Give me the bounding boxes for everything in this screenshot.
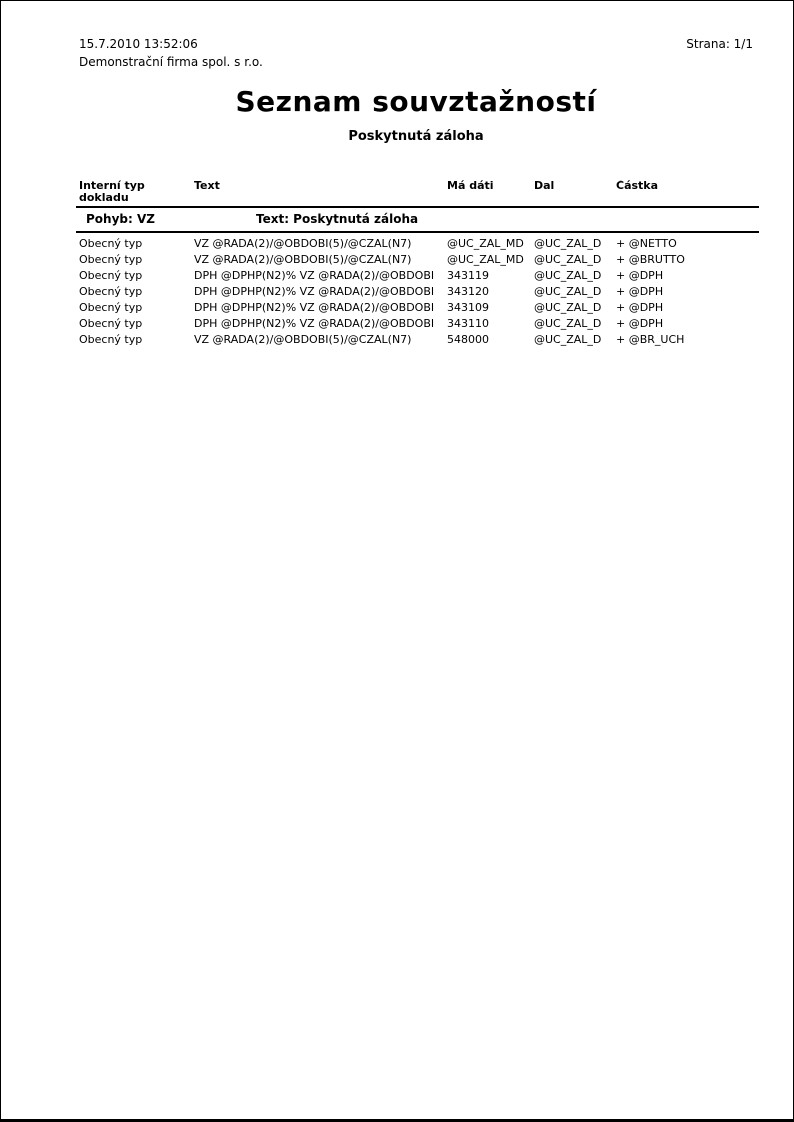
col-header-castka: Částka	[616, 180, 659, 192]
group-row	[76, 208, 759, 233]
page-number: Strana: 1/1	[686, 37, 753, 51]
cell-castka: + @DPH	[616, 269, 664, 282]
cell-text: DPH @DPHP(N2)% VZ @RADA(2)/@OBDOBI	[194, 317, 435, 330]
col-header-internal-type: Interní typ dokladu	[79, 180, 145, 204]
report-subtitle: Poskytnutá záloha	[348, 129, 484, 144]
cell-internal-type: Obecný typ	[79, 237, 143, 250]
cell-dal: @UC_ZAL_D	[534, 253, 602, 266]
cell-ma-dati: @UC_ZAL_MD	[447, 253, 524, 266]
cell-dal: @UC_ZAL_D	[534, 285, 602, 298]
table-row	[76, 268, 759, 284]
cell-dal: @UC_ZAL_D	[534, 333, 602, 346]
group-text-label: Text: Poskytnutá záloha	[256, 212, 419, 226]
cell-internal-type: Obecný typ	[79, 285, 143, 298]
cell-ma-dati: @UC_ZAL_MD	[447, 237, 524, 250]
table-row	[76, 300, 759, 316]
cell-dal: @UC_ZAL_D	[534, 269, 602, 282]
table-header-row	[76, 180, 759, 208]
cell-castka: + @BR_UCH	[616, 333, 685, 346]
cell-castka: + @BRUTTO	[616, 253, 685, 266]
table-body	[76, 236, 759, 348]
cell-internal-type: Obecný typ	[79, 301, 143, 314]
table-row	[76, 236, 759, 252]
cell-text: DPH @DPHP(N2)% VZ @RADA(2)/@OBDOBI	[194, 269, 435, 282]
cell-ma-dati: 343109	[447, 301, 489, 314]
cell-text: VZ @RADA(2)/@OBDOBI(5)/@CZAL(N7)	[194, 333, 412, 346]
col-header-ma-dati: Má dáti	[447, 180, 494, 192]
cell-text: DPH @DPHP(N2)% VZ @RADA(2)/@OBDOBI	[194, 301, 435, 314]
company-name: Demonstrační firma spol. s r.o.	[79, 55, 263, 69]
cell-internal-type: Obecný typ	[79, 253, 143, 266]
table-row	[76, 316, 759, 332]
col-header-text: Text	[194, 180, 220, 192]
table-row	[76, 252, 759, 268]
cell-internal-type: Obecný typ	[79, 269, 143, 282]
cell-ma-dati: 343120	[447, 285, 489, 298]
cell-internal-type: Obecný typ	[79, 317, 143, 330]
cell-dal: @UC_ZAL_D	[534, 317, 602, 330]
cell-castka: + @DPH	[616, 317, 664, 330]
table-row	[76, 284, 759, 300]
cell-text: VZ @RADA(2)/@OBDOBI(5)/@CZAL(N7)	[194, 237, 412, 250]
correlations-table	[76, 180, 759, 348]
col-header-dal: Dal	[534, 180, 555, 192]
cell-ma-dati: 343110	[447, 317, 489, 330]
cell-dal: @UC_ZAL_D	[534, 237, 602, 250]
print-datetime: 15.7.2010 13:52:06	[79, 37, 198, 51]
cell-castka: + @DPH	[616, 285, 664, 298]
cell-text: DPH @DPHP(N2)% VZ @RADA(2)/@OBDOBI	[194, 285, 435, 298]
cell-internal-type: Obecný typ	[79, 333, 143, 346]
cell-dal: @UC_ZAL_D	[534, 301, 602, 314]
group-pohyb-label: Pohyb: VZ	[86, 212, 155, 226]
cell-castka: + @DPH	[616, 301, 664, 314]
table-row	[76, 332, 759, 348]
cell-text: VZ @RADA(2)/@OBDOBI(5)/@CZAL(N7)	[194, 253, 412, 266]
report-title: Seznam souvztažností	[235, 85, 597, 118]
cell-castka: + @NETTO	[616, 237, 677, 250]
cell-ma-dati: 548000	[447, 333, 489, 346]
cell-ma-dati: 343119	[447, 269, 489, 282]
